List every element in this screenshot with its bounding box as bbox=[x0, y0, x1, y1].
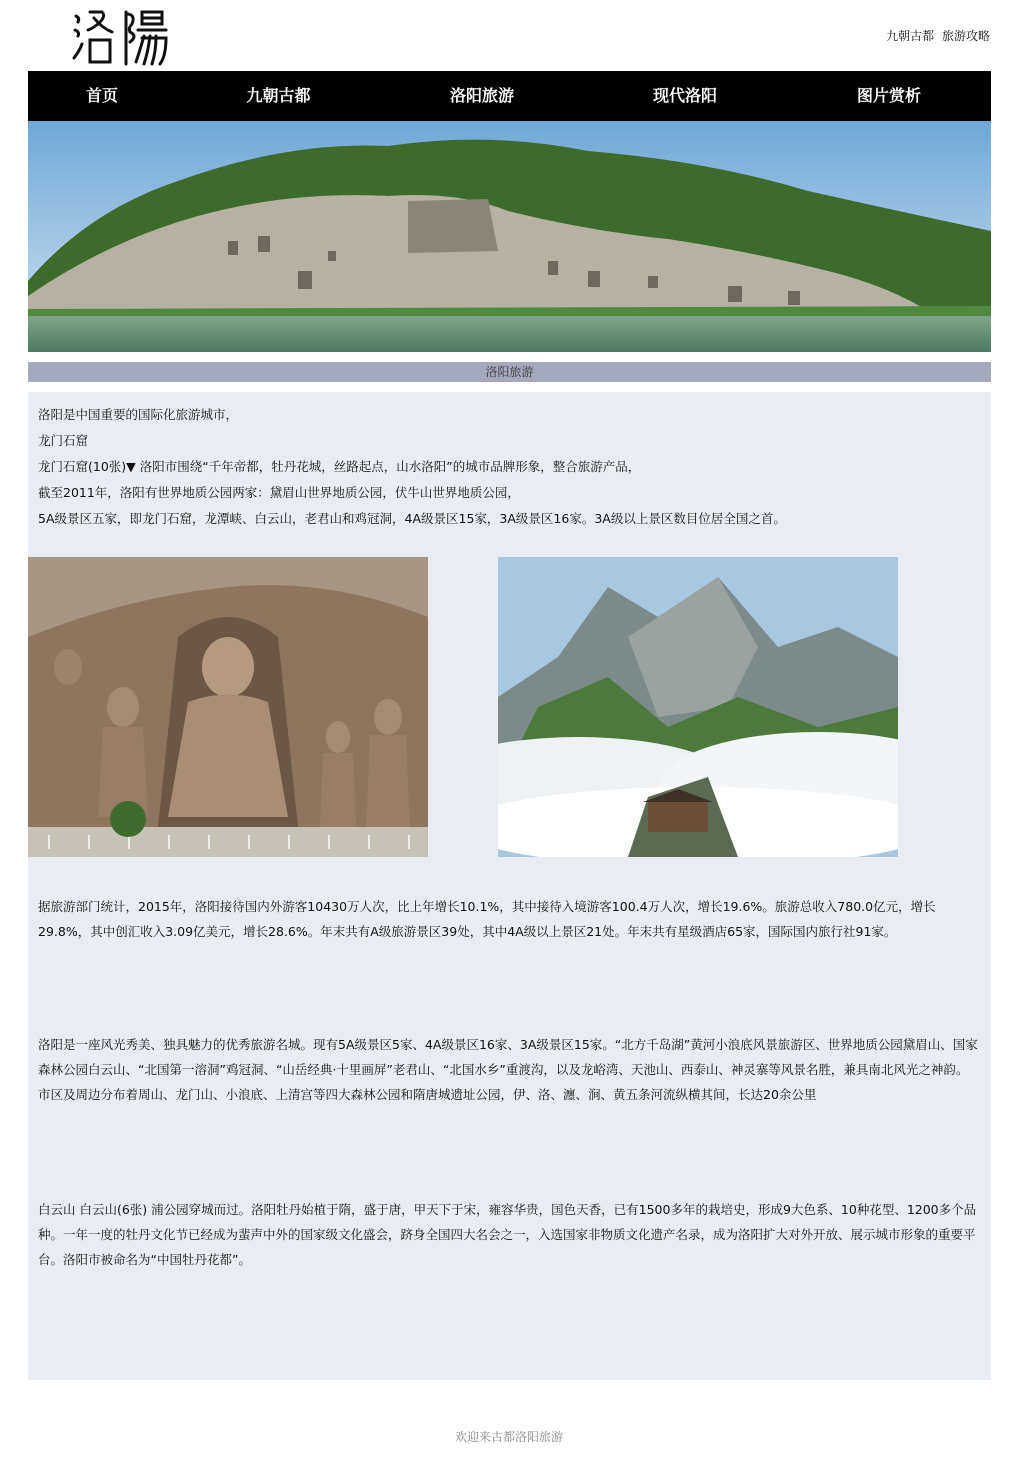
intro-line: 龙门石窟 bbox=[38, 433, 89, 448]
content-area bbox=[28, 392, 991, 1380]
banner-image bbox=[28, 121, 991, 352]
nav-item-gallery[interactable]: 图片赏析 bbox=[856, 86, 921, 105]
photo-mountain-clouds bbox=[498, 557, 898, 857]
top-link-ancient-capital[interactable]: 九朝古都 bbox=[886, 29, 935, 43]
nav-item-modern-luoyang[interactable]: 现代洛阳 bbox=[652, 86, 717, 105]
nav-item-ancient-capital[interactable]: 九朝古都 bbox=[246, 86, 311, 105]
site-logo[interactable] bbox=[70, 6, 170, 68]
paragraph-peony: 白云山 白云山(6张) 浦公园穿城而过。洛阳牡丹始植于隋，盛于唐，甲天下于宋，雍容华贵，国色天香，已有1500多年的栽培史，形成9大色系、10种花型、1200多个品种。一年一度的牡丹文化节已经成为蜚声中外的国家级文化盛会，跻身全国四大名会之一，入选国家非物质文化遗产名录，成为洛阳扩大对外开放、展示城市形象的重要平台。洛阳市被命名为“中国牡丹花都”。 bbox=[38, 1202, 977, 1267]
intro-line: 洛阳是中国重要的国际化旅游城市， bbox=[38, 407, 239, 422]
footer-text: 欢迎来古都洛阳旅游 bbox=[454, 1430, 563, 1444]
intro-line: 截至2011年，洛阳有世界地质公园两家：黛眉山世界地质公园，伏牛山世界地质公园， bbox=[38, 485, 520, 500]
paragraph-tourism-stats: 据旅游部门统计，2015年，洛阳接待国内外游客10430万人次，比上年增长10.1%，其中接待入境游客100.4万人次，增长19.6%。旅游总收入780.0亿元，增长29.8%，其中创汇收入3.09亿美元，增长28.6%。年末共有A级旅游景区39处，其中4A级以上景区21处。年末共有星级酒店65家，国际国内旅行社91家。 bbox=[38, 899, 936, 939]
paragraph-scenic-city: 洛阳是一座风光秀美、独具魅力的优秀旅游名城。现有5A级景区5家、4A级景区16家、3A级景区15家。“北方千岛湖”黄河小浪底风景旅游区、世界地质公园黛眉山、国家森林公园白云山、“北国第一溶洞”鸡冠洞、“山岳经典·十里画屏”老君山、“北国水乡”重渡沟，以及龙峪湾、天池山、西泰山、神灵寨等风景名胜，兼具南北风光之神韵。市区及周边分布着周山、龙门山、小浪底、上清宫等四大森林公园和隋唐城遗址公园，伊、洛、瀍、涧、黄五条河流纵横其间，长达20余公里 bbox=[38, 1037, 978, 1102]
intro-text bbox=[38, 402, 786, 532]
logo-calligraphy bbox=[70, 6, 170, 68]
nav-item-home[interactable]: 首页 bbox=[85, 86, 118, 105]
top-links bbox=[882, 27, 990, 44]
intro-line: 龙门石窟(10张)▼ 洛阳市围绕“千年帝都，牡丹花城，丝路起点，山水洛阳”的城市品牌形象，整合旅游产品， bbox=[38, 459, 641, 474]
main-nav bbox=[28, 71, 991, 121]
photo-longmen-buddha bbox=[28, 557, 428, 857]
intro-line: 5A级景区五家，即龙门石窟，龙潭峡、白云山，老君山和鸡冠洞，4A级景区15家，3A级景区16家。3A级以上景区数目位居全国之首。 bbox=[38, 511, 786, 526]
section-title-bar: 洛阳旅游 bbox=[28, 362, 991, 382]
top-link-travel-guide[interactable]: 旅游攻略 bbox=[941, 29, 990, 43]
nav-item-luoyang-travel[interactable]: 洛阳旅游 bbox=[449, 86, 514, 105]
